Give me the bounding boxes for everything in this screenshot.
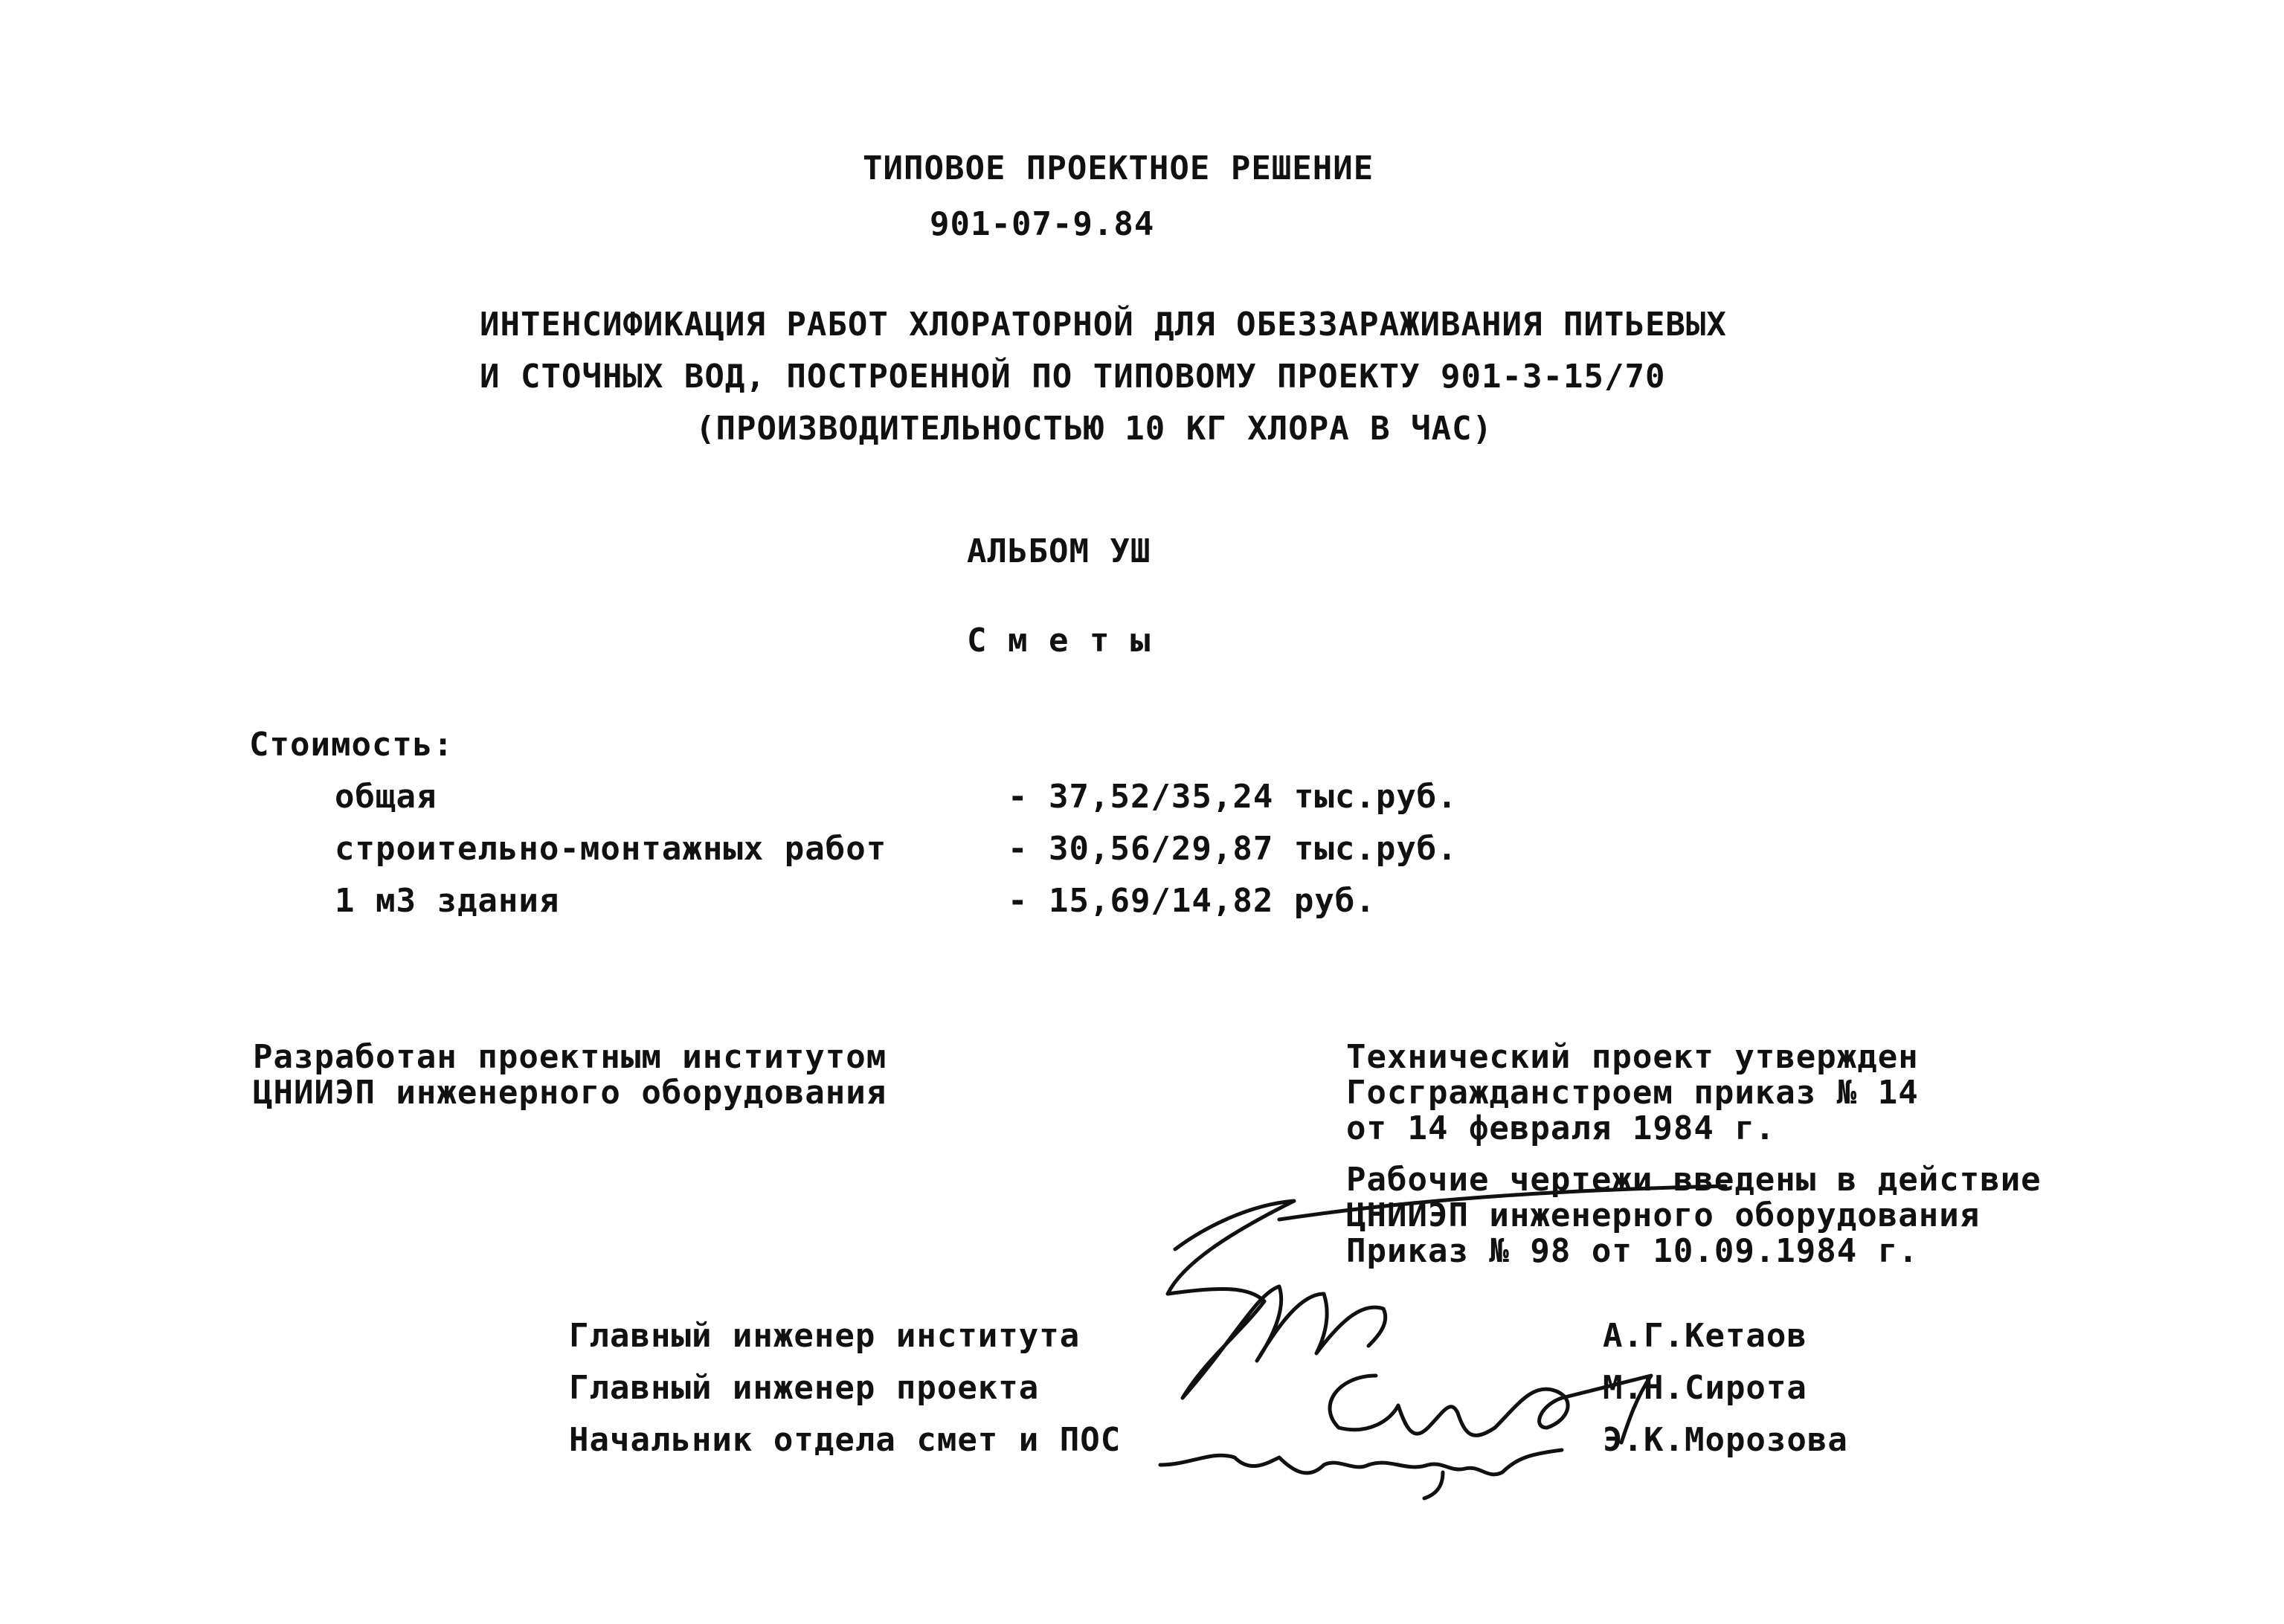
cost-item-label: строительно-монтажных работ [335, 830, 887, 868]
cost-item-value: - 37,52/35,24 тыс.руб. [1008, 778, 1458, 816]
developer-line-2: ЦНИИЭП инженерного оборудования [253, 1074, 887, 1112]
approval-line-1: Технический проект утвержден [1346, 1038, 1919, 1076]
approval-line-3: от 14 февраля 1984 г. [1346, 1109, 1776, 1147]
signatory-position: Главный инженер проекта [569, 1369, 1040, 1407]
cost-heading: Стоимость: [249, 726, 454, 764]
approval-line-4: Рабочие чертежи введены в действие [1346, 1161, 2042, 1199]
approval-line-5: ЦНИИЭП инженерного оборудования [1346, 1196, 1981, 1234]
cost-item-label: общая [335, 778, 437, 816]
album-label: АЛЬБОМ УШ [967, 532, 1151, 570]
signature-morozova [1160, 1450, 1562, 1498]
signatory-name: Э.К.Морозова [1603, 1421, 1848, 1459]
title-line-1: ИНТЕНСИФИКАЦИЯ РАБОТ ХЛОРАТОРНОЙ ДЛЯ ОБЕЗЗАРАЖИВАНИЯ ПИТЬЕВЫХ [480, 306, 1727, 344]
signatory-name: А.Г.Кетаов [1603, 1317, 1807, 1355]
signatory-position: Главный инженер института [569, 1317, 1081, 1355]
album-subtitle: С м е т ы [967, 622, 1151, 660]
title-line-2: И СТОЧНЫХ ВОД, ПОСТРОЕННОЙ ПО ТИПОВОМУ ПРОЕКТУ 901-3-15/70 [480, 358, 1666, 396]
doc-number: 901-07-9.84 [930, 205, 1155, 243]
doc-type: ТИПОВОЕ ПРОЕКТНОЕ РЕШЕНИЕ [863, 149, 1374, 187]
title-line-3: (ПРОИЗВОДИТЕЛЬНОСТЬЮ 10 КГ ХЛОРА В ЧАС) [695, 410, 1493, 448]
signatory-position: Начальник отдела смет и ПОС [569, 1421, 1122, 1459]
approval-line-6: Приказ № 98 от 10.09.1984 г. [1346, 1232, 1919, 1270]
developer-line-1: Разработан проектным институтом [253, 1038, 887, 1076]
cost-item-value: - 30,56/29,87 тыс.руб. [1008, 830, 1458, 868]
cost-item-value: - 15,69/14,82 руб. [1008, 882, 1376, 920]
signatory-name: М.Н.Сирота [1603, 1369, 1807, 1407]
approval-line-2: Госгражданстроем приказ № 14 [1346, 1074, 1919, 1112]
cost-item-label: 1 м3 здания [335, 882, 560, 920]
